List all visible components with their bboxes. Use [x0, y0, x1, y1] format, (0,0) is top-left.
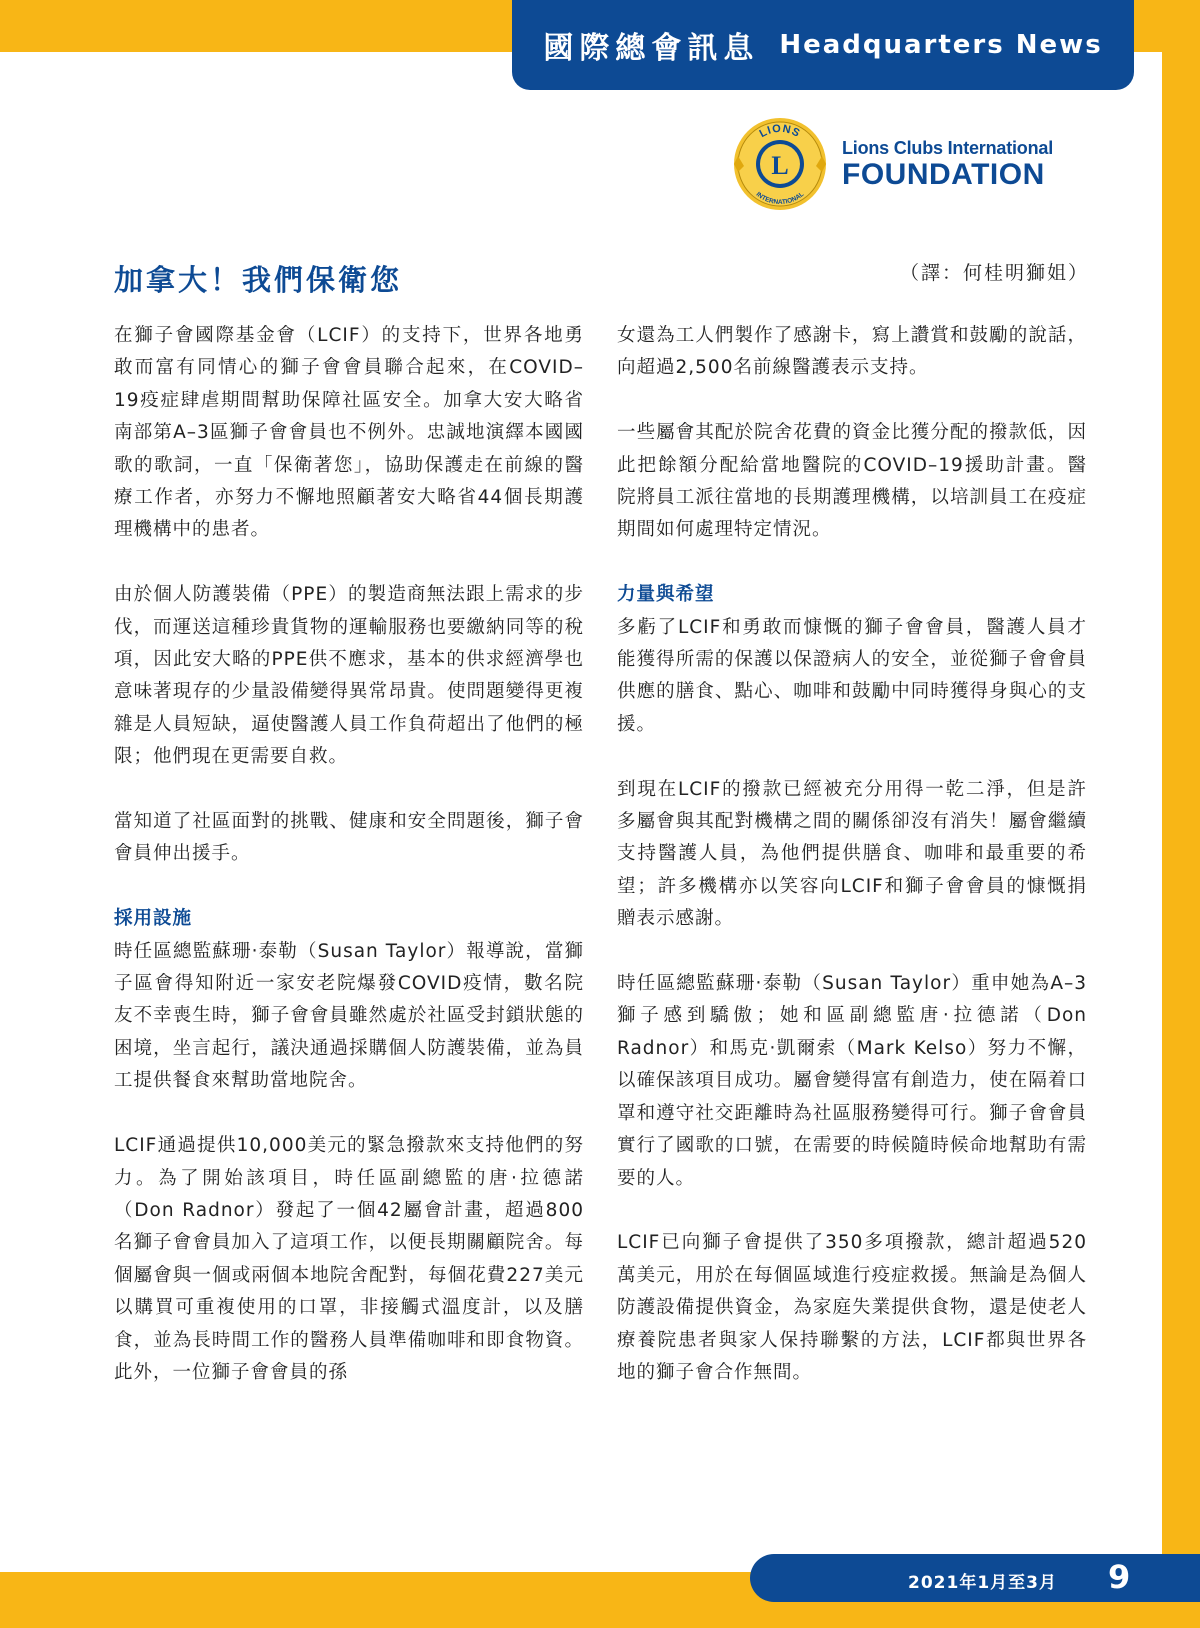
paragraph: 到現在LCIF的撥款已經被充分用得一乾二淨，但是許多屬會與其配對機構之間的關係卻沒有消失！屬會繼續支持醫護人員，為他們提供膳食、咖啡和最重要的希望；許多機構亦以笑容向LCIF和獅子會會員的慷慨捐贈表示感謝。 — [617, 778, 1087, 930]
lions-emblem-icon — [732, 116, 828, 212]
page-number: 9 — [1108, 1558, 1131, 1596]
section-header — [512, 0, 1134, 90]
section-title-en: Headquarters News — [779, 30, 1103, 60]
translator-credit: （譯：何桂明獅姐） — [900, 262, 1090, 284]
paragraph: LCIF已向獅子會提供了350多項撥款，總計超過520萬美元，用於在每個區域進行疫症救援。無論是為個人防護設備提供資金，為家庭失業提供食物，還是使老人療養院患者與家人保持聯繫的方法，LCIF都與世界各地的獅子會合作無間。 — [617, 1232, 1087, 1383]
paragraph: 女還為工人們製作了感謝卡，寫上讚賞和鼓勵的說話，向超過2,500名前線醫護表示支持。 — [617, 325, 1087, 379]
section-title-zh: 國際總會訊息 — [543, 31, 760, 66]
paragraph: 由於個人防護裝備（PPE）的製造商無法跟上需求的步伐，而運送這種珍貴貨物的運輸服務也要繳納同等的稅項，因此安大略的PPE供不應求，基本的供求經濟學也意味著現存的少量設備變得異常昂貴。使問題變得更複雜是人員短缺，逼使醫護人員工作負荷超出了他們的極限；他們現在更需要自救。 — [114, 584, 584, 768]
emblem-ring-top: LIONS — [757, 122, 803, 141]
emblem-ring-bottom: INTERNATIONAL — [754, 190, 806, 206]
paragraph: 當知道了社區面對的挑戰、健康和安全問題後，獅子會會員伸出援手。 — [114, 811, 584, 865]
paragraph: 在獅子會國際基金會（LCIF）的支持下，世界各地勇敢而富有同情心的獅子會會員聯合起來，在COVID–19疫症肆虐期間幫助保障社區安全。加拿大安大略省南部第A–3區獅子會會員也不例外。忠誠地演繹本國國歌的歌詞，一直「保衛著您」，協助保護走在前線的醫療工作者，亦努力不懈地照顧著安大略省44個長期護理機構中的患者。 — [114, 325, 584, 541]
lcif-logo — [732, 116, 1062, 212]
footer-bar — [750, 1554, 1200, 1602]
paragraph: 多虧了LCIF和勇敢而慷慨的獅子會會員，醫護人員才能獲得所需的保護以保證病人的安全，並從獅子會會員供應的膳食、點心、咖啡和鼓勵中同時獲得身與心的支援。 — [617, 616, 1087, 735]
issue-date: 2021年1月至3月 — [908, 1573, 1057, 1593]
section-heading: 採用設施 — [114, 908, 193, 930]
emblem-letter: L — [771, 151, 789, 180]
logo-line2: FOUNDATION — [842, 157, 1045, 191]
article-column-right — [617, 320, 1087, 1422]
paragraph: 一些屬會其配於院舍花費的資金比獲分配的撥款低，因此把餘額分配給當地醫院的COVID–19援助計畫。醫院將員工派往當地的長期護理機構，以培訓員工在疫症期間如何處理特定情況。 — [617, 422, 1087, 541]
paragraph: LCIF通過提供10,000美元的緊急撥款來支持他們的努力。為了開始該項目，時任區副總監的唐·拉德諾（Don Radnor）發起了一個42屬會計畫，超過800名獅子會會員加入了這項工作，以便長期關顧院舍。每個屬會與一個或兩個本地院舍配對，每個花費227美元以購買可重複使用的口罩，非接觸式溫度計，以及膳食，並為長時間工作的醫務人員準備咖啡和即食物資。此外，一位獅子會會員的孫 — [114, 1135, 584, 1383]
logo-line1: Lions Clubs International — [842, 137, 1054, 158]
paragraph: 時任區總監蘇珊·泰勒（Susan Taylor）報導說，當獅子區會得知附近一家安老院爆發COVID疫情，數名院友不幸喪生時，獅子會會員雖然處於社區受封鎖狀態的困境，坐言起行，議決通過採購個人防護裝備，並為員工提供餐食來幫助當地院舍。 — [114, 940, 584, 1092]
logo-wordmark — [842, 138, 1053, 191]
article-column-left — [114, 320, 584, 1422]
article-title: 加拿大！我們保衛您 — [114, 263, 403, 297]
paragraph: 時任區總監蘇珊·泰勒（Susan Taylor）重申她為A–3獅子感到驕傲；她和區副總監唐·拉德諾（Don Radnor）和馬克·凱爾索（Mark Kelso）努力不懈，以確保該項目成功。屬會變得富有創造力，使在隔着口罩和遵守社交距離時為社區服務變得可行。獅子會會員實行了國歌的口號，在需要的時候隨時候命地幫助有需要的人。 — [617, 973, 1087, 1189]
section-heading: 力量與希望 — [617, 584, 715, 606]
